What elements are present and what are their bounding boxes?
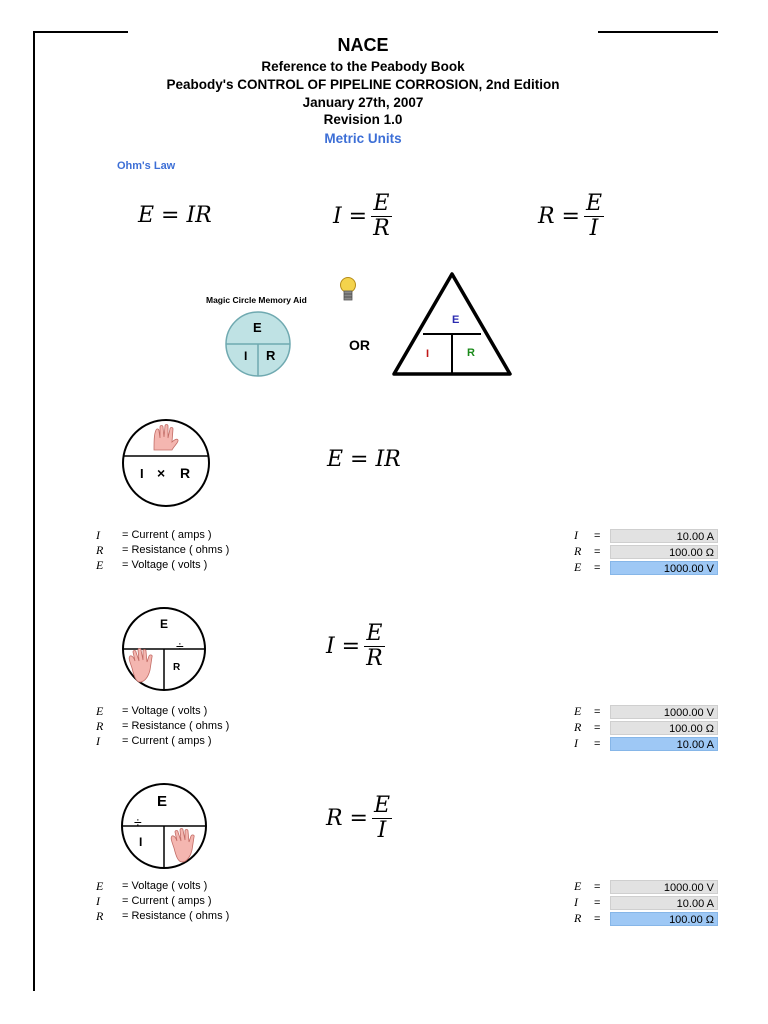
diagram-e-label: E — [157, 793, 168, 810]
date-line: January 27th, 2007 — [302, 95, 424, 110]
page-border-top-left — [33, 31, 128, 33]
page-border-left — [33, 31, 35, 991]
circle-diagram-e-icon — [118, 418, 214, 508]
formula-r-block: R = $\frac{E}{I}$ — [326, 793, 391, 843]
result-current: 10.00 A — [610, 737, 718, 751]
result-resistance: 100.00 Ω — [610, 912, 718, 926]
diagram-e-label: E — [160, 617, 169, 631]
input-current[interactable]: 10.00 A — [610, 896, 718, 910]
circle-i-label: I — [244, 349, 248, 363]
formula-lhs: I = — [333, 204, 368, 229]
formula-e-ir: E = IR — [138, 203, 212, 228]
or-label: OR — [349, 337, 370, 353]
fraction-denominator: R — [373, 216, 390, 241]
input-resistance[interactable]: 100.00 Ω — [610, 545, 718, 559]
variable-list: E = Voltage ( volts ) I = Current ( amps ) R = Resistance ( ohms ) — [96, 879, 230, 923]
reference-line: Reference to the Peabody Book — [261, 59, 465, 74]
input-voltage[interactable]: 1000.00 V — [610, 705, 718, 719]
page-title: NACE — [337, 35, 389, 55]
units-line: Metric Units — [324, 131, 402, 146]
input-resistance[interactable]: 100.00 Ω — [610, 721, 718, 735]
input-voltage[interactable]: 1000.00 V — [610, 880, 718, 894]
fraction-numerator: E — [586, 191, 603, 216]
calculator-i: E = 1000.00 V R = 100.00 Ω I = 10.00 A — [574, 704, 718, 752]
calculator-r: E = 1000.00 V I = 10.00 A R = 100.00 Ω — [574, 879, 718, 927]
book-title: Peabody's CONTROL OF PIPELINE CORROSION, 2nd Edition — [166, 77, 560, 92]
triangle-e-label: E — [452, 314, 460, 326]
section-title: Ohm's Law — [117, 160, 176, 172]
fraction-denominator: I — [589, 216, 599, 241]
diagram-divide-sign: ÷ — [176, 638, 184, 654]
triangle-i-label: I — [426, 348, 430, 360]
formula-r-e-over-i — [538, 192, 604, 241]
diagram-r-label: R — [180, 465, 191, 481]
variable-list: E = Voltage ( volts ) R = Resistance ( ohms ) I = Current ( amps ) — [96, 704, 230, 748]
diagram-divide-sign: ÷ — [134, 814, 142, 830]
circle-r-label: R — [266, 348, 276, 363]
formula-i-block: I = $\frac{E}{R}$ — [326, 621, 383, 671]
result-voltage: 1000.00 V — [610, 561, 718, 575]
diagram-times-sign: × — [157, 465, 166, 481]
variable-list: I = Current ( amps ) R = Resistance ( ohms ) E = Voltage ( volts ) — [96, 528, 230, 572]
memory-aid-label: Magic Circle Memory Aid — [206, 295, 307, 305]
diagram-i-label: I — [140, 466, 144, 481]
circle-e-label: E — [253, 320, 262, 335]
input-current[interactable]: 10.00 A — [610, 529, 718, 543]
revision-line: Revision 1.0 — [323, 112, 403, 127]
formula-lhs: R = — [538, 204, 580, 229]
diagram-i-label: I — [139, 835, 143, 849]
formula-i-e-over-r — [333, 192, 392, 241]
formula-e-ir-block: E = IR — [327, 447, 401, 472]
page-border-top-right — [598, 31, 718, 33]
fraction-numerator: E — [373, 191, 390, 216]
diagram-r-label: R — [173, 662, 181, 673]
lightbulb-icon — [338, 276, 358, 304]
triangle-r-label: R — [467, 347, 475, 359]
calculator-e: I = 10.00 A R = 100.00 Ω E = 1000.00 V — [574, 528, 718, 576]
